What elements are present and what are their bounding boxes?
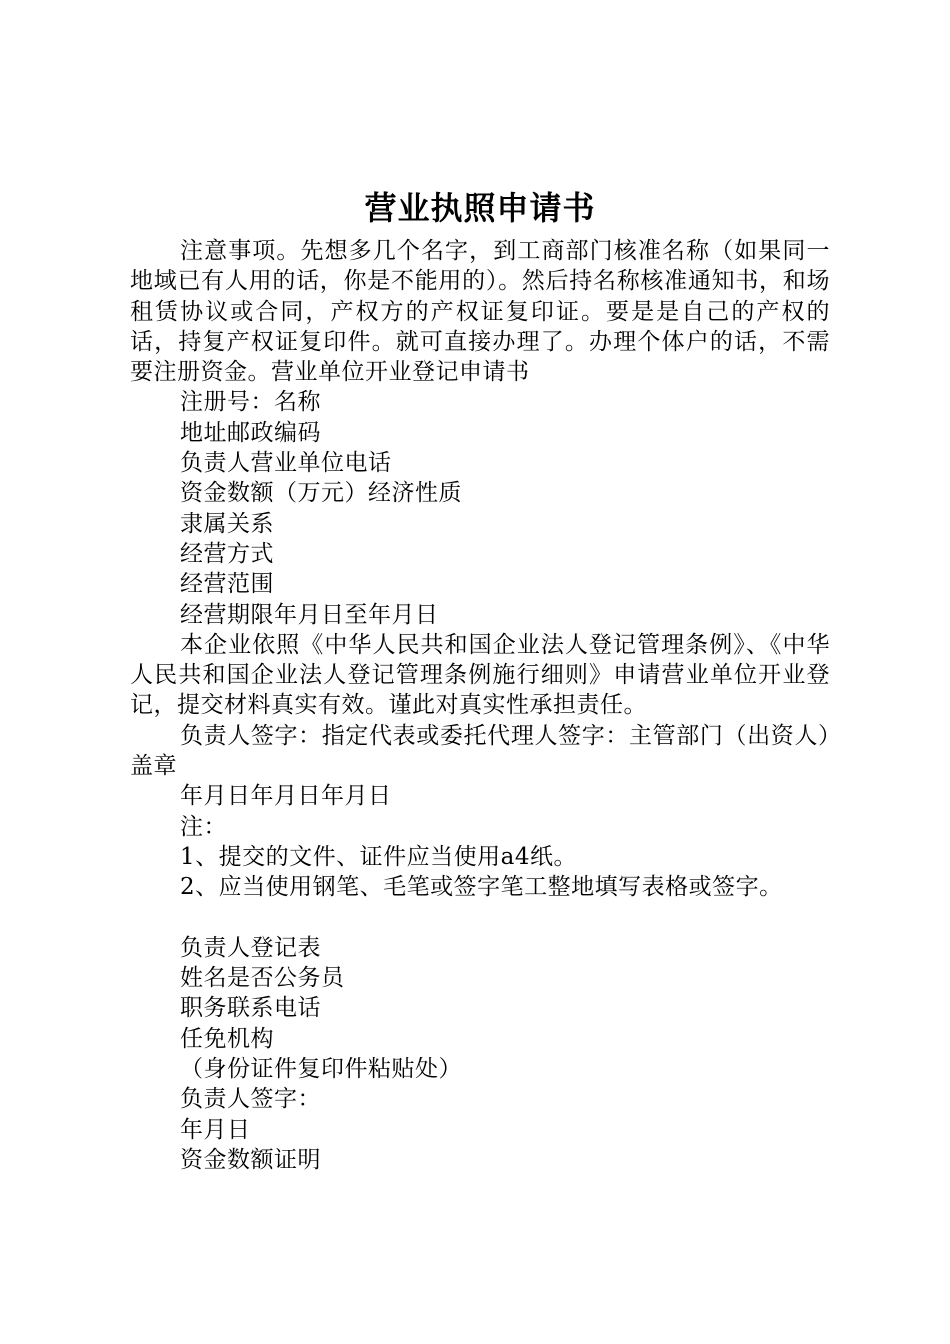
registration-line: 负责人登记表 [180, 934, 321, 961]
form-field-line: 经营期限年月日至年月日 [180, 601, 439, 628]
form-fields-list [130, 387, 830, 629]
form-field-line: 地址邮政编码 [180, 419, 321, 446]
registration-line: 资金数额证明 [180, 1146, 321, 1173]
form-field-line: 经营方式 [180, 540, 274, 567]
notes-label: 注： [180, 813, 227, 840]
form-field-line: 隶属关系 [180, 510, 274, 537]
registration-line: 职务联系电话 [180, 995, 321, 1022]
intro-paragraph: 注意事项。先想多几个名字，到工商部门核准名称（如果同一地域已有人用的话，你是不能用的）。然后持名称核准通知书，和场租赁协议或合同，产权方的产权证复印证。要是是自己的产权的话，持复产权证复印件。就可直接办理了。办理个体户的话，不需要注册资金。营业单位开业登记申请书 [130, 238, 830, 386]
registration-line: 负责人签字： [180, 1086, 321, 1113]
signature-paragraph: 负责人签字：指定代表或委托代理人签字：主管部门（出资人）盖章 [130, 722, 830, 780]
registration-section [130, 933, 830, 1175]
registration-line: 任免机构 [180, 1025, 274, 1052]
note-item: 1、提交的文件、证件应当使用a4纸。 [180, 843, 577, 870]
registration-line: 姓名是否公务员 [180, 965, 345, 992]
form-field-line: 负责人营业单位电话 [180, 450, 392, 477]
form-field-line: 资金数额（万元）经济性质 [180, 480, 462, 507]
date-line: 年月日年月日年月日 [180, 783, 392, 810]
blank-spacer [130, 903, 830, 933]
registration-line: （身份证件复印件粘贴处） [180, 1056, 462, 1083]
declaration-paragraph: 本企业依照《中华人民共和国企业法人登记管理条例》、《中华人民共和国企业法人登记管理条例施行细则》申请营业单位开业登记，提交材料真实有效。谨此对真实性承担责任。 [130, 631, 830, 719]
registration-line: 年月日 [180, 1116, 251, 1143]
note-item: 2、应当使用钢笔、毛笔或签字笔工整地填写表格或签字。 [180, 874, 783, 901]
document-title: 营业执照申请书 [364, 189, 596, 227]
document-page [130, 180, 830, 1175]
form-field-line: 注册号：名称 [180, 389, 321, 416]
form-field-line: 经营范围 [180, 571, 274, 598]
